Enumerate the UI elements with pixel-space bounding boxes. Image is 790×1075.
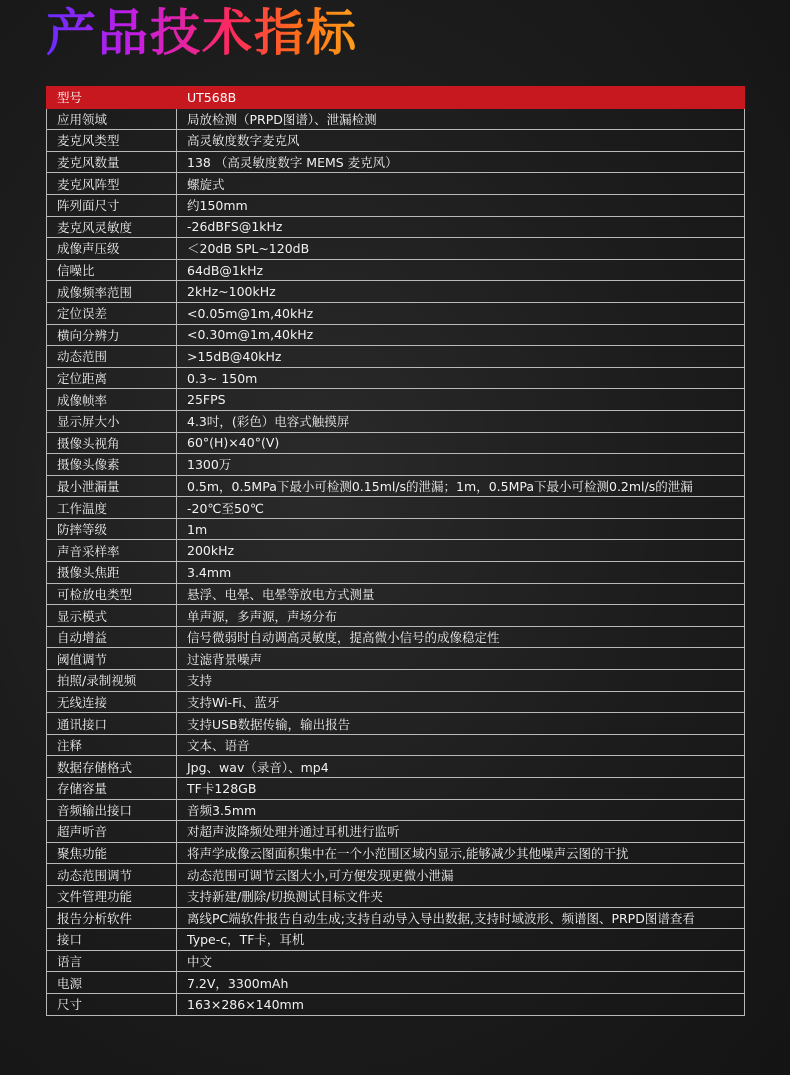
- spec-label: 接口: [47, 929, 177, 951]
- spec-label: 拍照/录制视频: [47, 670, 177, 692]
- spec-value: -20℃至50℃: [177, 497, 745, 519]
- spec-value: 信号微弱时自动调高灵敏度，提高微小信号的成像稳定性: [177, 626, 745, 648]
- spec-label: 横向分辨力: [47, 324, 177, 346]
- spec-label: 音频输出接口: [47, 799, 177, 821]
- spec-table: [46, 86, 745, 1016]
- spec-label: 麦克风类型: [47, 130, 177, 152]
- spec-label: 语言: [47, 950, 177, 972]
- spec-row: [47, 454, 745, 476]
- spec-header-row: [47, 87, 745, 109]
- spec-value: 悬浮、电晕、电晕等放电方式测量: [177, 583, 745, 605]
- spec-value: 3.4mm: [177, 562, 745, 584]
- spec-row: [47, 605, 745, 627]
- spec-row: [47, 756, 745, 778]
- spec-row: [47, 130, 745, 152]
- spec-row: [47, 194, 745, 216]
- spec-label: 成像声压级: [47, 238, 177, 260]
- spec-value: ＜20dB SPL~120dB: [177, 238, 745, 260]
- spec-row: [47, 302, 745, 324]
- spec-row: [47, 842, 745, 864]
- spec-value: 138 （高灵敏度数字 MEMS 麦克风）: [177, 151, 745, 173]
- page-title: 产品技术指标: [46, 4, 358, 62]
- spec-row: [47, 734, 745, 756]
- spec-value: 单声源，多声源，声场分布: [177, 605, 745, 627]
- spec-label: 成像频率范围: [47, 281, 177, 303]
- spec-row: [47, 691, 745, 713]
- spec-label: 通讯接口: [47, 713, 177, 735]
- spec-row: [47, 821, 745, 843]
- spec-label: 麦克风阵型: [47, 173, 177, 195]
- spec-value: 7.2V，3300mAh: [177, 972, 745, 994]
- spec-value: 音频3.5mm: [177, 799, 745, 821]
- spec-row: [47, 216, 745, 238]
- spec-value: 约150mm: [177, 194, 745, 216]
- spec-value: 文本、语音: [177, 734, 745, 756]
- spec-value: 2kHz~100kHz: [177, 281, 745, 303]
- spec-row: [47, 929, 745, 951]
- spec-row: [47, 993, 745, 1015]
- spec-value: 中文: [177, 950, 745, 972]
- spec-row: [47, 583, 745, 605]
- spec-table-body: [47, 87, 745, 1016]
- spec-label: 报告分析软件: [47, 907, 177, 929]
- spec-value: -26dBFS@1kHz: [177, 216, 745, 238]
- spec-row: [47, 864, 745, 886]
- spec-value: 64dB@1kHz: [177, 259, 745, 281]
- spec-label: 超声听音: [47, 821, 177, 843]
- spec-label: 注释: [47, 734, 177, 756]
- spec-value: 支持新建/删除/切换测试目标文件夹: [177, 885, 745, 907]
- spec-label: 阵列面尺寸: [47, 194, 177, 216]
- spec-value: 螺旋式: [177, 173, 745, 195]
- spec-value: 25FPS: [177, 389, 745, 411]
- spec-value: 支持: [177, 670, 745, 692]
- spec-row: [47, 238, 745, 260]
- spec-value: 将声学成像云图面积集中在一个小范围区域内显示,能够减少其他噪声云图的干扰: [177, 842, 745, 864]
- spec-row: [47, 151, 745, 173]
- spec-label: 无线连接: [47, 691, 177, 713]
- spec-row: [47, 778, 745, 800]
- spec-row: [47, 410, 745, 432]
- spec-header-label: 型号: [47, 87, 177, 109]
- spec-header-value: UT568B: [177, 87, 745, 109]
- spec-row: [47, 346, 745, 368]
- spec-value: Type-c，TF卡，耳机: [177, 929, 745, 951]
- spec-label: 数据存储格式: [47, 756, 177, 778]
- spec-label: 工作温度: [47, 497, 177, 519]
- spec-value: 0.5m，0.5MPa下最小可检测0.15ml/s的泄漏；1m，0.5MPa下最小可检测0.2ml/s的泄漏: [177, 475, 745, 497]
- spec-label: 可检放电类型: [47, 583, 177, 605]
- spec-label: 定位距离: [47, 367, 177, 389]
- spec-label: 成像帧率: [47, 389, 177, 411]
- spec-row: [47, 972, 745, 994]
- spec-row: [47, 950, 745, 972]
- spec-value: 支持Wi-Fi、蓝牙: [177, 691, 745, 713]
- spec-row: [47, 518, 745, 540]
- spec-label: 文件管理功能: [47, 885, 177, 907]
- spec-label: 自动增益: [47, 626, 177, 648]
- spec-label: 声音采样率: [47, 540, 177, 562]
- spec-value: 局放检测（PRPD图谱）、泄漏检测: [177, 108, 745, 130]
- spec-row: [47, 670, 745, 692]
- spec-label: 聚焦功能: [47, 842, 177, 864]
- spec-row: [47, 367, 745, 389]
- spec-label: 显示模式: [47, 605, 177, 627]
- spec-value: 动态范围可调节云图大小,可方便发现更微小泄漏: [177, 864, 745, 886]
- spec-row: [47, 497, 745, 519]
- spec-label: 信噪比: [47, 259, 177, 281]
- spec-row: [47, 907, 745, 929]
- spec-label: 尺寸: [47, 993, 177, 1015]
- spec-value: 1300万: [177, 454, 745, 476]
- spec-row: [47, 799, 745, 821]
- spec-value: <0.05m@1m,40kHz: [177, 302, 745, 324]
- spec-label: 阈值调节: [47, 648, 177, 670]
- spec-label: 动态范围: [47, 346, 177, 368]
- spec-row: [47, 475, 745, 497]
- spec-value: 200kHz: [177, 540, 745, 562]
- spec-label: 应用领域: [47, 108, 177, 130]
- spec-row: [47, 389, 745, 411]
- spec-value: TF卡128GB: [177, 778, 745, 800]
- spec-value: 对超声波降频处理并通过耳机进行监听: [177, 821, 745, 843]
- spec-label: 摄像头像素: [47, 454, 177, 476]
- spec-value: >15dB@40kHz: [177, 346, 745, 368]
- spec-value: 60°(H)×40°(V): [177, 432, 745, 454]
- spec-row: [47, 562, 745, 584]
- spec-label: 定位误差: [47, 302, 177, 324]
- spec-label: 存储容量: [47, 778, 177, 800]
- spec-value: 163×286×140mm: [177, 993, 745, 1015]
- spec-row: [47, 626, 745, 648]
- spec-label: 麦克风数量: [47, 151, 177, 173]
- spec-row: [47, 885, 745, 907]
- spec-row: [47, 324, 745, 346]
- spec-value: 过滤背景噪声: [177, 648, 745, 670]
- spec-label: 电源: [47, 972, 177, 994]
- spec-value: 0.3~ 150m: [177, 367, 745, 389]
- spec-label: 摄像头视角: [47, 432, 177, 454]
- spec-value: 1m: [177, 518, 745, 540]
- spec-value: 支持USB数据传输，输出报告: [177, 713, 745, 735]
- spec-value: 4.3吋，(彩色）电容式触摸屏: [177, 410, 745, 432]
- spec-row: [47, 259, 745, 281]
- spec-row: [47, 713, 745, 735]
- spec-label: 动态范围调节: [47, 864, 177, 886]
- spec-row: [47, 648, 745, 670]
- spec-row: [47, 173, 745, 195]
- spec-value: <0.30m@1m,40kHz: [177, 324, 745, 346]
- spec-value: Jpg、wav（录音）、mp4: [177, 756, 745, 778]
- spec-row: [47, 281, 745, 303]
- spec-row: [47, 108, 745, 130]
- spec-label: 显示屏大小: [47, 410, 177, 432]
- spec-value: 离线PC端软件报告自动生成;支持自动导入导出数据,支持时域波形、频谱图、PRPD图谱查看: [177, 907, 745, 929]
- spec-label: 最小泄漏量: [47, 475, 177, 497]
- spec-value: 高灵敏度数字麦克风: [177, 130, 745, 152]
- spec-label: 防摔等级: [47, 518, 177, 540]
- spec-label: 摄像头焦距: [47, 562, 177, 584]
- spec-label: 麦克风灵敏度: [47, 216, 177, 238]
- spec-row: [47, 432, 745, 454]
- spec-row: [47, 540, 745, 562]
